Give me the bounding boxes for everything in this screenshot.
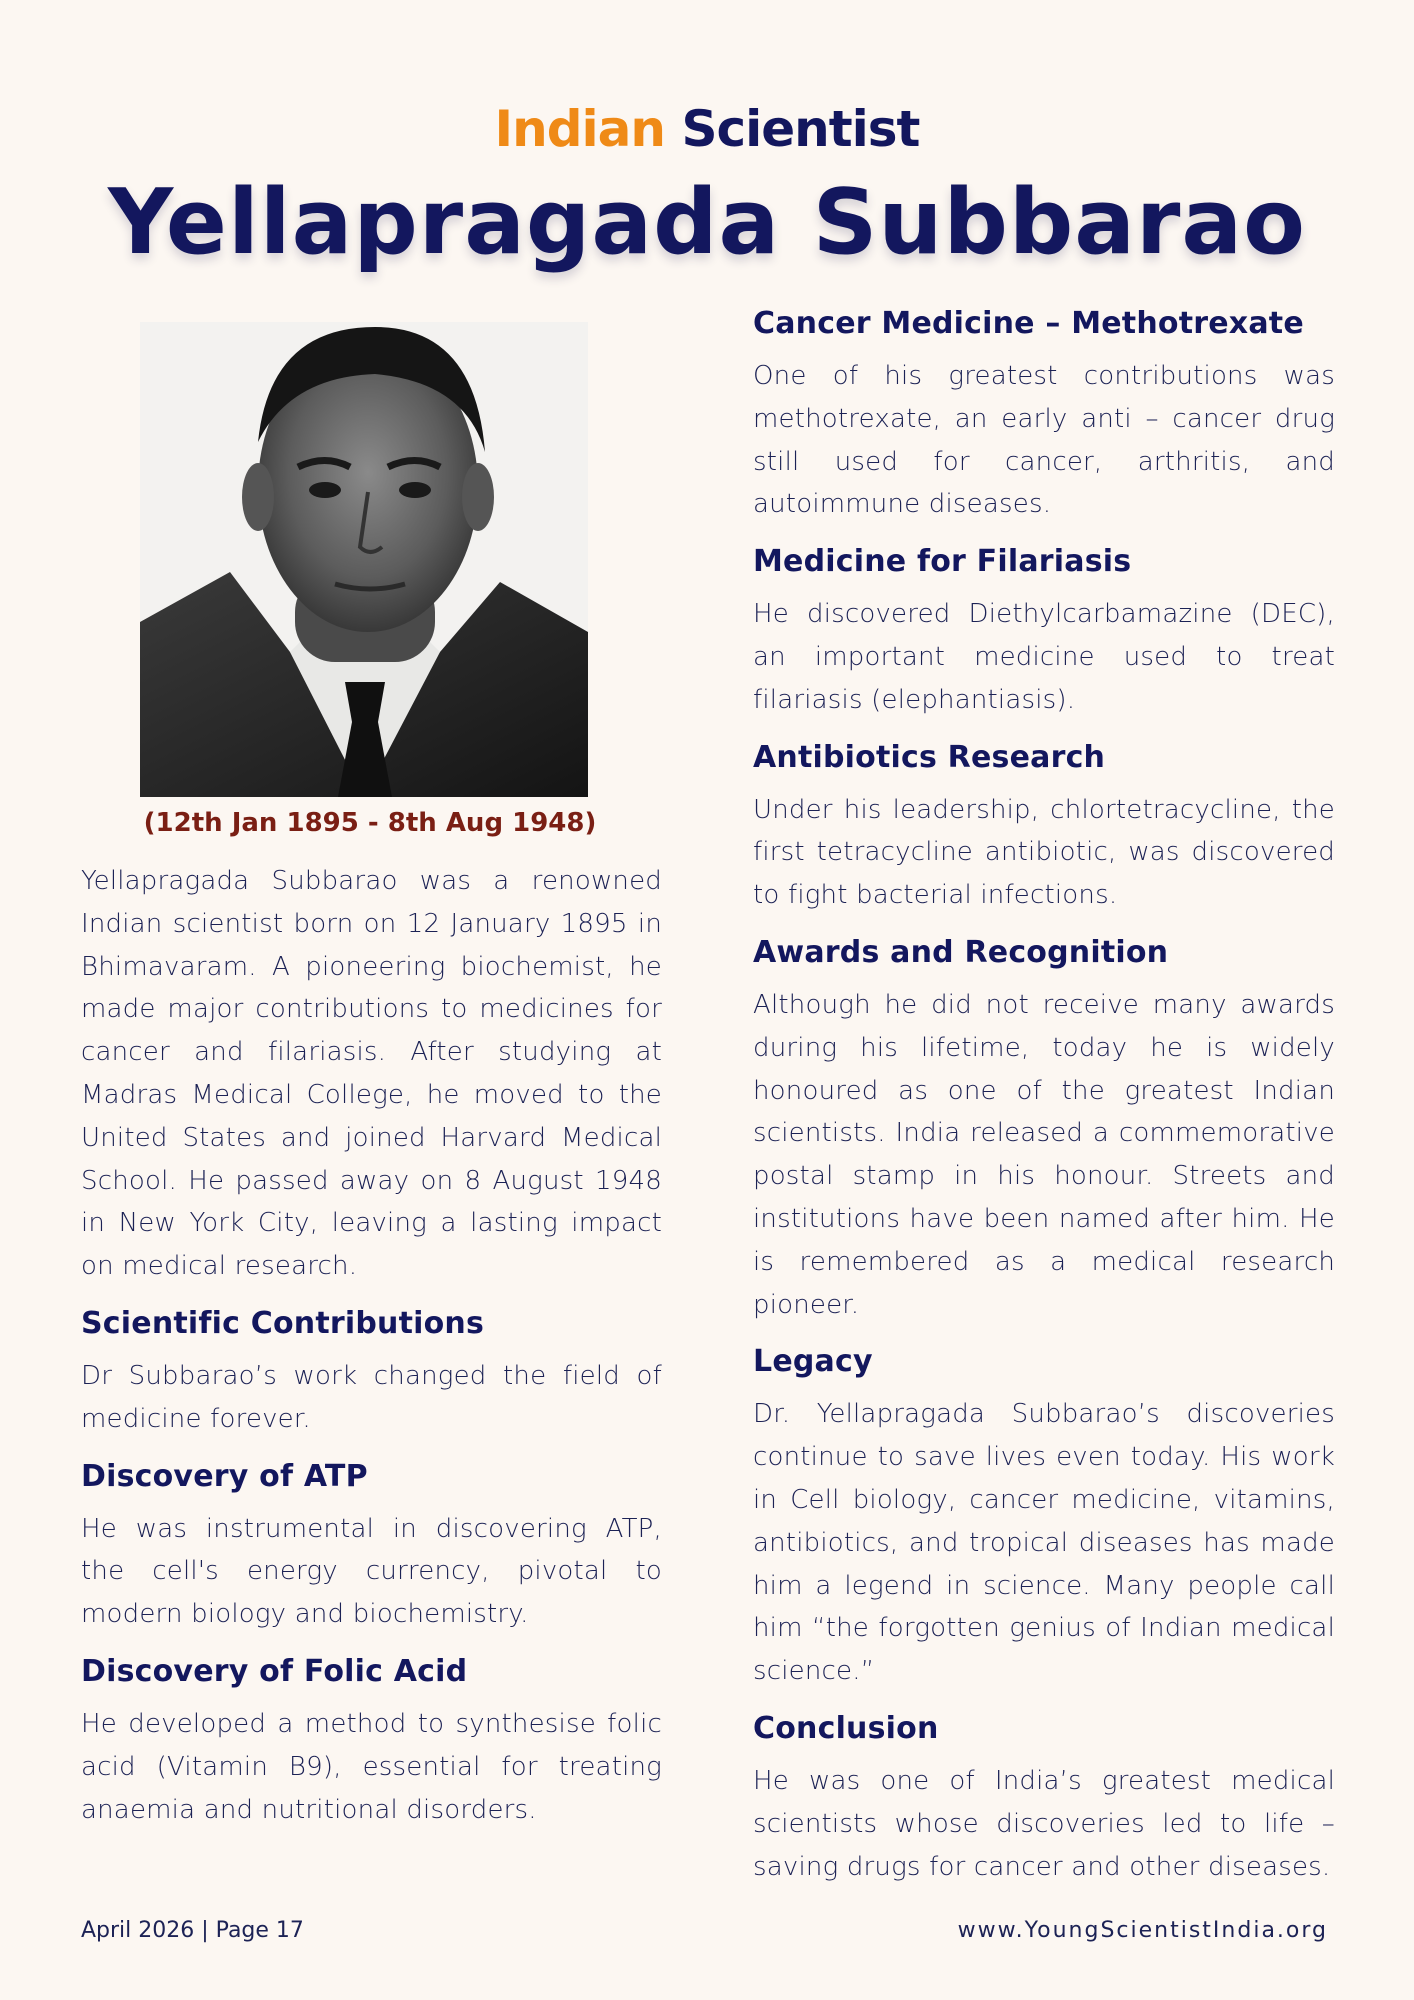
section-heading-antibiotics: Antibiotics Research: [753, 739, 1106, 775]
footer-issue-page: April 2026 | Page 17: [81, 1918, 304, 1943]
section-text-conclusion: He was one of India’s greatest medical scientists whose discoveries led to life – saving drugs for cancer and other diseases.: [753, 1765, 1335, 1882]
intro-paragraph: Yellapragada Subbarao was a renowned Indian scientist born on 12 January 1895 in Bhimavaram. A pioneering biochemist, he made major contributions to medicines for cancer and filariasis. After studying at Madras Medical College, he moved to the United States and joined Harvard Medical School. He passed away on 8 August 1948 in New York City, leaving a lasting impact on medical research.: [81, 866, 662, 1282]
section-text-legacy: Dr. Yellapragada Subbarao’s discoveries continue to save lives even today. His work in Cell biology, cancer medicine, vitamins, antibiotics, and tropical diseases has made him a legend in science. Many people call him “the forgotten genius of Indian medical science.”: [753, 1399, 1335, 1687]
portrait-photo: [140, 322, 588, 797]
section-text-awards: Although he did not receive many awards during his lifetime, today he is widely honoured as one of the greatest Indian scientists. India released a commemorative postal stamp in his honour. Streets and institutions have been named after him. He is remembered as a medical research pioneer.: [753, 989, 1335, 1320]
section-heading-discovery-atp: Discovery of ATP: [81, 1458, 368, 1494]
section-text-discovery-atp: He was instrumental in discovering ATP, the cell's energy currency, pivotal to modern biology and biochemistry.: [81, 1513, 662, 1630]
section-heading-conclusion: Conclusion: [753, 1710, 939, 1746]
section-heading-methotrexate: Cancer Medicine – Methotrexate: [753, 306, 1304, 341]
lifespan-dates: (12th Jan 1895 - 8th Aug 1948): [143, 808, 597, 838]
section-heading-legacy: Legacy: [753, 1344, 873, 1380]
section-heading-discovery-folic-acid: Discovery of Folic Acid: [81, 1653, 468, 1689]
page-title: Yellapragada Subbarao: [108, 170, 1306, 275]
section-heading-scientific-contributions: Scientific Contributions: [81, 1305, 485, 1341]
footer-website-link[interactable]: www.YoungScientistIndia.org: [957, 1918, 1328, 1943]
right-column: [753, 306, 1335, 1888]
left-column: [81, 860, 662, 1831]
section-text-filariasis: He discovered Diethylcarbamazine (DEC), an important medicine used to treat filariasis (elephantiasis).: [753, 599, 1335, 715]
kicker-word-scientist: Scientist: [681, 100, 920, 158]
section-heading-awards: Awards and Recognition: [753, 934, 1169, 970]
section-text-antibiotics: Under his leadership, chlortetracycline, the first tetracycline antibiotic, was discovered to fight bacterial infections.: [753, 794, 1335, 911]
section-heading-filariasis: Medicine for Filariasis: [753, 544, 1132, 580]
section-text-scientific-contributions: Dr Subbarao’s work changed the field of medicine forever.: [81, 1360, 662, 1434]
section-text-discovery-folic-acid: He developed a method to synthesise folic acid (Vitamin B9), essential for treating anaemia and nutritional disorders.: [81, 1708, 662, 1825]
kicker-word-indian: Indian: [494, 100, 666, 158]
kicker-heading: [0, 100, 1414, 158]
portrait-illustration: [140, 322, 588, 797]
section-text-methotrexate: One of his greatest contributions was methotrexate, an early anti – cancer drug still used for cancer, arthritis, and autoimmune diseases.: [753, 361, 1335, 520]
